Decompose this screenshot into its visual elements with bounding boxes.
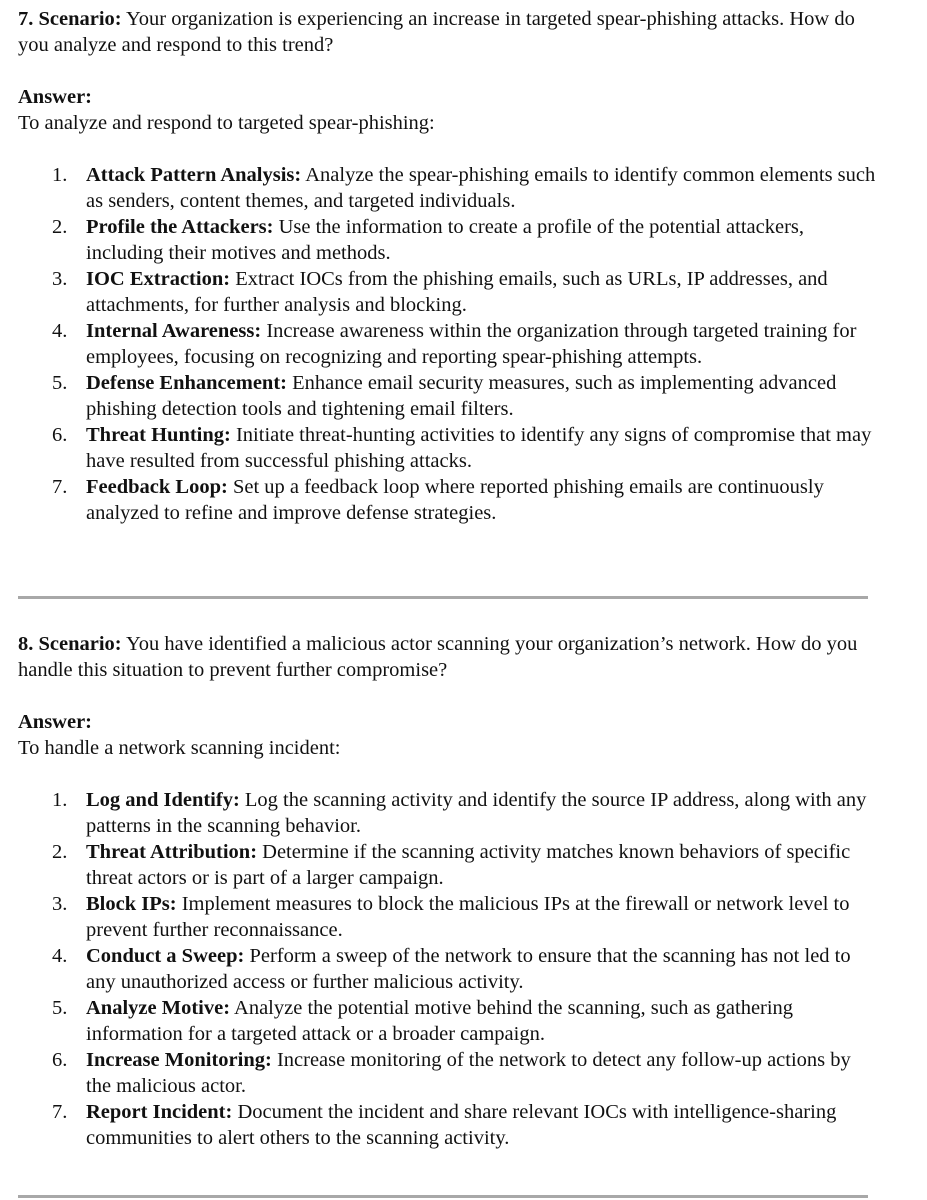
step-title: Block IPs:: [86, 893, 177, 915]
step-title: Log and Identify:: [86, 789, 240, 811]
scenario-label: 8. Scenario:: [18, 633, 122, 655]
step-number: 6.: [52, 1049, 68, 1071]
step-text: Implement measures to block the malicious IPs at the firewall or network level to prevent further reconnaissance.: [86, 893, 850, 941]
step-text: Log the scanning activity and identify the source IP address, along with any patterns in the scanning behavior.: [86, 789, 867, 837]
answer-steps-list: [18, 787, 878, 1151]
list-item: [18, 839, 878, 891]
list-item: [18, 214, 878, 266]
step-title: Threat Hunting:: [86, 424, 231, 446]
list-item: [18, 422, 878, 474]
step-number: 7.: [52, 476, 68, 498]
step-number: 2.: [52, 841, 68, 863]
step-title: Conduct a Sweep:: [86, 945, 245, 967]
step-title: Threat Attribution:: [86, 841, 258, 863]
step-text: Use the information to create a profile of the potential attackers, including their motives and methods.: [86, 216, 804, 264]
step-text: Increase monitoring of the network to detect any follow-up actions by the malicious actor.: [86, 1049, 851, 1097]
step-number: 6.: [52, 424, 68, 446]
step-number: 4.: [52, 320, 68, 342]
scenario-paragraph: [18, 6, 878, 58]
answer-label: Answer:: [18, 711, 93, 733]
list-item: [18, 370, 878, 422]
list-item: [18, 162, 878, 214]
list-item: [18, 474, 878, 526]
list-item: [18, 318, 878, 370]
step-title: Feedback Loop:: [86, 476, 228, 498]
step-number: 4.: [52, 945, 68, 967]
list-item: [18, 891, 878, 943]
step-title: Profile the Attackers:: [86, 216, 274, 238]
step-number: 3.: [52, 268, 68, 290]
step-number: 2.: [52, 216, 68, 238]
answer-block: [18, 709, 878, 761]
step-text: Set up a feedback loop where reported phishing emails are continuously analyzed to refine and improve defense strategies.: [86, 476, 824, 524]
answer-block: [18, 84, 878, 136]
answer-steps-list: [18, 162, 878, 526]
list-item: [18, 995, 878, 1047]
answer-intro: To handle a network scanning incident:: [18, 737, 341, 759]
scenario-text: Your organization is experiencing an increase in targeted spear-phishing attacks. How do you analyze and respond to this trend?: [18, 8, 855, 56]
step-text: Initiate threat-hunting activities to identify any signs of compromise that may have resulted from successful phishing attacks.: [86, 424, 872, 472]
scenario-label: 7. Scenario:: [18, 8, 122, 30]
step-text: Extract IOCs from the phishing emails, such as URLs, IP addresses, and attachments, for further analysis and blocking.: [86, 268, 828, 316]
list-item: [18, 1099, 878, 1151]
list-item: [18, 266, 878, 318]
step-number: 1.: [52, 789, 68, 811]
step-title: Analyze Motive:: [86, 997, 231, 1019]
step-text: Document the incident and share relevant IOCs with intelligence-sharing communities to alert others to the scanning activity.: [86, 1101, 837, 1149]
step-title: Defense Enhancement:: [86, 372, 287, 394]
answer-intro: To analyze and respond to targeted spear-phishing:: [18, 112, 435, 134]
scenario-question: [18, 631, 878, 683]
step-text: Perform a sweep of the network to ensure that the scanning has not led to any unauthorized access or further malicious activity.: [86, 945, 851, 993]
scenario-question: [18, 6, 878, 58]
scenario-paragraph: [18, 631, 878, 683]
step-text: Enhance email security measures, such as implementing advanced phishing detection tools and tightening email filters.: [86, 372, 837, 420]
step-title: Internal Awareness:: [86, 320, 262, 342]
section-divider: [18, 596, 868, 599]
step-title: Increase Monitoring:: [86, 1049, 272, 1071]
step-text: Analyze the potential motive behind the scanning, such as gathering information for a targeted attack or a broader campaign.: [86, 997, 794, 1045]
scenario-section-8: [18, 631, 878, 1151]
section-divider: [18, 1195, 868, 1198]
list-item: [18, 787, 878, 839]
step-number: 7.: [52, 1101, 68, 1123]
step-number: 1.: [52, 164, 68, 186]
scenario-section-7: [18, 6, 878, 526]
scenario-text: You have identified a malicious actor scanning your organization’s network. How do you handle this situation to prevent further compromise?: [18, 633, 858, 681]
step-number: 5.: [52, 997, 68, 1019]
step-number: 3.: [52, 893, 68, 915]
answer-label: Answer:: [18, 86, 93, 108]
step-number: 5.: [52, 372, 68, 394]
list-item: [18, 1047, 878, 1099]
step-text: Analyze the spear-phishing emails to identify common elements such as senders, content themes, and targeted individuals.: [86, 164, 876, 212]
step-text: Increase awareness within the organization through targeted training for employees, focusing on recognizing and reporting spear-phishing attempts.: [86, 320, 857, 368]
step-title: IOC Extraction:: [86, 268, 231, 290]
step-title: Report Incident:: [86, 1101, 233, 1123]
list-item: [18, 943, 878, 995]
step-title: Attack Pattern Analysis:: [86, 164, 302, 186]
step-text: Determine if the scanning activity matches known behaviors of specific threat actors or is part of a larger campaign.: [86, 841, 851, 889]
